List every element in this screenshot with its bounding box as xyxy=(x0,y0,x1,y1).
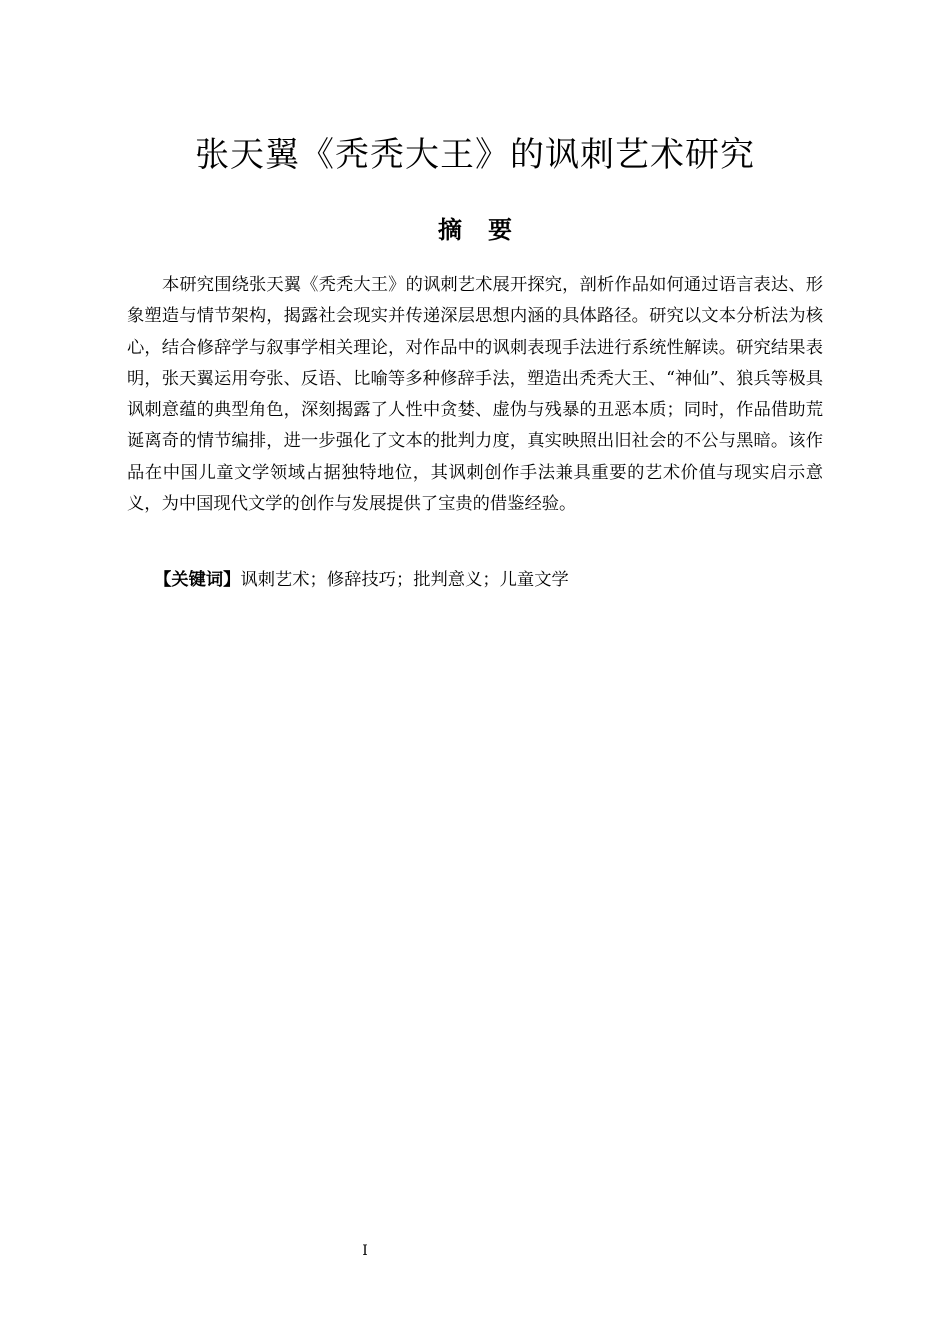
keywords-line xyxy=(154,565,823,596)
paper-title: 张天翼《秃秃大王》的讽刺艺术研究 xyxy=(195,135,755,175)
keywords-label: 【关键词】 xyxy=(154,570,241,590)
abstract-heading: 摘要 xyxy=(438,216,538,244)
keywords-text: 讽刺艺术；修辞技巧；批判意义；儿童文学 xyxy=(240,570,569,590)
abstract-body: 本研究围绕张天翼《秃秃大王》的讽刺艺术展开探究，剖析作品如何通过语言表达、形象塑造与情节架构，揭露社会现实并传递深层思想内涵的具体路径。研究以文本分析法为核心，结合修辞学与叙事学相关理论，对作品中的讽刺表现手法进行系统性解读。研究结果表明，张天翼运用夸张、反语、比喻等多种修辞手法，塑造出秃秃大王、“神仙”、狼兵等极具讽刺意蕴的典型角色，深刻揭露了人性中贪婪、虚伪与残暴的丑恶本质；同时，作品借助荒诞离奇的情节编排，进一步强化了文本的批判力度，真实映照出旧社会的不公与黑暗。该作品在中国儿童文学领域占据独特地位，其讽刺创作手法兼具重要的艺术价值与现实启示意义，为中国现代文学的创作与发展提供了宝贵的借鉴经验。 xyxy=(127,275,823,515)
page-number: I xyxy=(362,1243,368,1259)
